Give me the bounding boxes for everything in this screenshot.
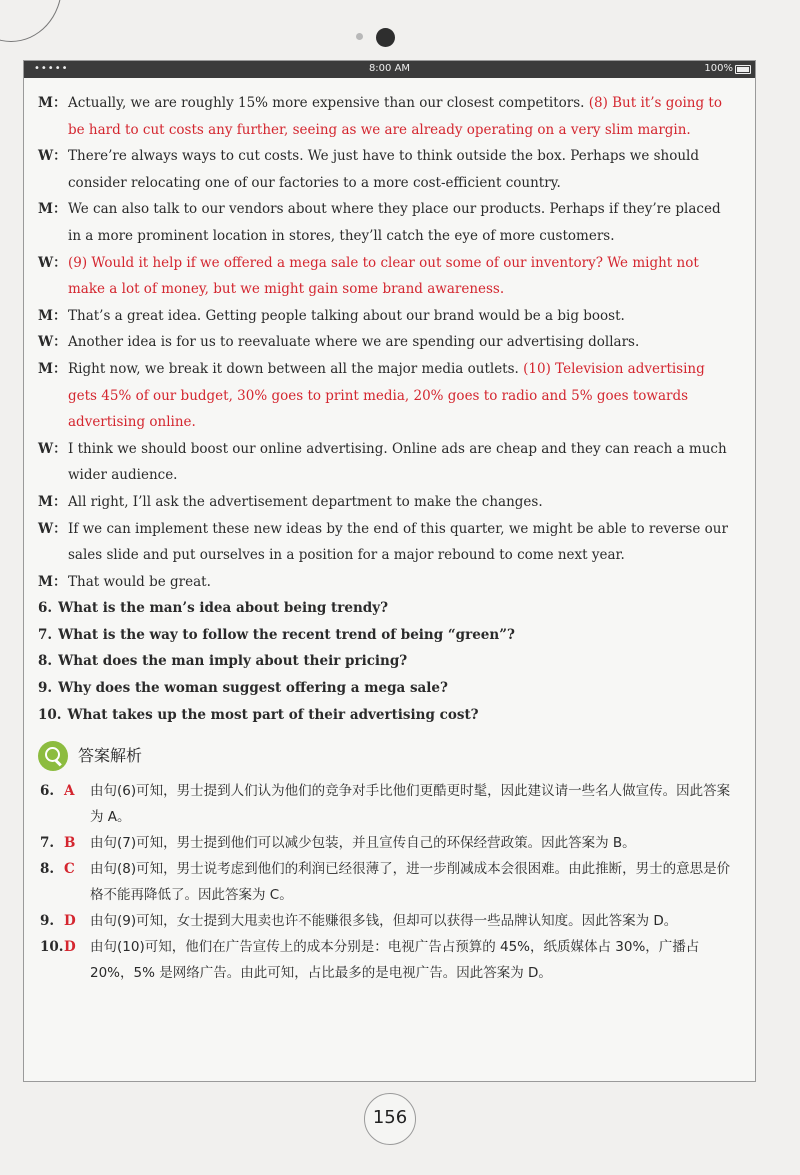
answer-letter: D (64, 913, 76, 930)
speaker-label: W： (38, 440, 67, 457)
question-number: 9. (38, 680, 53, 697)
answer-letter: D (64, 939, 76, 956)
answer-item (38, 778, 737, 830)
question-number: 10. (38, 706, 62, 723)
dialogue-line (38, 329, 737, 356)
page-number: 156 (364, 1093, 416, 1145)
answer-explanation: 由句(7)可知，男士提到他们可以减少包装，并且宣传自己的环保经营政策。因此答案为 B。 (90, 835, 636, 852)
question-text: What is the way to follow the recent trend of being “green”? (58, 626, 515, 643)
speaker-label: M： (38, 360, 67, 377)
dialogue-line (38, 303, 737, 330)
answer-number: 8. (40, 861, 55, 878)
dialogue-line (38, 90, 737, 143)
dialogue-line (38, 569, 737, 596)
question-text: What is the man’s idea about being trendy? (58, 600, 388, 617)
question-number: 8. (38, 653, 53, 670)
answer-explanation: 由句(6)可知，男士提到人们认为他们的竞争对手比他们更酷更时髦，因此建议请一些名人做宣传。因此答案为 A。 (90, 783, 731, 826)
speaker-label: M： (38, 493, 67, 510)
answer-number: 6. (40, 783, 55, 800)
dialogue-text: I think we should boost our online advertising. Online ads are cheap and they can reach a much wider audience. (68, 440, 727, 484)
answer-letter: A (64, 783, 75, 800)
speaker-label: W： (38, 334, 67, 351)
question-item (38, 595, 737, 622)
answer-item (38, 908, 737, 934)
dialogue-text: There’re always ways to cut costs. We just have to think outside the box. Perhaps we should consider relocating one of our factories to a more cost-efficient country. (68, 148, 700, 191)
question-item (38, 648, 737, 675)
dialogue-line (38, 489, 737, 516)
device-camera (376, 28, 395, 47)
answer-number: 10. (40, 939, 64, 956)
dialogue-line (38, 196, 737, 249)
answer-explanation: 由句(10)可知，他们在广告宣传上的成本分别是：电视广告占预算的 45%，纸质媒体占 30%，广播占 20%，5% 是网络广告。由此可知，占比最多的是电视广告。因此答案为 D。 (90, 939, 700, 982)
page-content (24, 78, 755, 986)
dialogue-highlight: (10) Television advertising gets 45% of our budget, 30% goes to print media, 20% goes to radio and 5% goes towards advertising online. (68, 360, 705, 431)
signal-icon: ••••• (34, 63, 69, 74)
question-list (38, 595, 737, 728)
status-bar (24, 61, 755, 78)
dialogue-text: If we can implement these new ideas by the end of this quarter, we might be able to reverse our sales slide and put ourselves in a position for a major rebound to come next year. (68, 520, 728, 564)
question-text: What takes up the most part of their advertising cost? (67, 706, 479, 723)
dialogue-line (38, 516, 737, 569)
answer-item (38, 856, 737, 908)
speaker-label: W： (38, 254, 67, 271)
answer-explanation: 由句(9)可知，女士提到大甩卖也许不能赚很多钱，但却可以获得一些品牌认知度。因此答案为 D。 (90, 913, 678, 930)
dialogue-text: Actually, we are roughly 15% more expensive than our closest competitors. (68, 95, 589, 111)
question-item (38, 675, 737, 702)
page-corner-curve (0, 0, 62, 42)
question-number: 7. (38, 626, 53, 643)
answer-section-header (38, 740, 737, 772)
device-sensor (356, 33, 363, 40)
dialogue-line (38, 356, 737, 436)
dialogue-text: Another idea is for us to reevaluate where we are spending our advertising dollars. (68, 334, 640, 351)
speaker-label: M： (38, 573, 67, 590)
answer-item (38, 830, 737, 856)
speaker-label: M： (38, 307, 67, 324)
answer-number: 9. (40, 913, 55, 930)
answer-section-title: 答案解析 (78, 745, 143, 765)
dialogue-text: That’s a great idea. Getting people talking about our brand would be a big boost. (68, 307, 625, 324)
question-text: What does the man imply about their pricing? (58, 653, 408, 670)
tablet-screen (23, 60, 756, 1082)
question-text: Why does the woman suggest offering a mega sale? (58, 680, 448, 697)
question-item (38, 702, 737, 729)
battery-icon (735, 65, 751, 74)
dialogue-text: We can also talk to our vendors about where they place our products. Perhaps if they’re placed in a more prominent location in stores, they’ll catch the eye of more customers. (68, 201, 721, 244)
answer-letter: C (64, 861, 75, 878)
speaker-label: W： (38, 520, 67, 537)
dialogue-text: That would be great. (68, 573, 211, 590)
dialogue-line (38, 143, 737, 196)
magnifier-icon (38, 741, 68, 771)
question-item (38, 622, 737, 649)
answer-letter: B (64, 835, 76, 852)
dialogue-highlight: (8) But it’s going to be hard to cut costs any further, seeing as we are already operating on a very slim margin. (68, 95, 722, 138)
status-time: 8:00 AM (368, 63, 411, 74)
speaker-label: M： (38, 201, 67, 218)
speaker-label: W： (38, 148, 67, 165)
answer-explanation: 由句(8)可知，男士说考虑到他们的利润已经很薄了，进一步削减成本会很困难。由此推断，男士的意思是价格不能再降低了。因此答案为 C。 (90, 861, 731, 904)
battery-level: 100% (704, 63, 733, 74)
dialogue-line (38, 250, 737, 303)
dialogue-line (38, 436, 737, 489)
answer-item (38, 934, 737, 986)
dialogue-text: Right now, we break it down between all the major media outlets. (68, 360, 524, 377)
speaker-label: M： (38, 95, 67, 111)
answer-list (38, 778, 737, 986)
question-number: 6. (38, 600, 53, 617)
dialogue-highlight: (9) Would it help if we offered a mega sale to clear out some of our inventory? We might not make a lot of money, but we might gain some brand awareness. (68, 254, 699, 298)
answer-number: 7. (40, 835, 55, 852)
dialogue-transcript (38, 90, 737, 595)
dialogue-text: All right, I’ll ask the advertisement department to make the changes. (68, 493, 543, 510)
